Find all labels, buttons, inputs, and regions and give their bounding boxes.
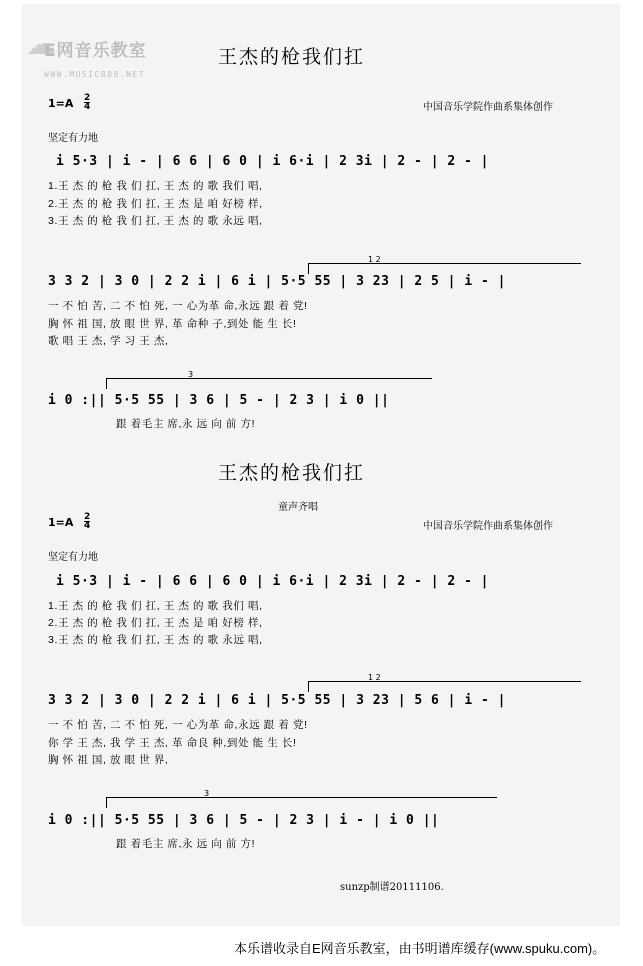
score1-row2-lyric1: 一 不 怕 苦, 二 不 怕 死, 一 心为革 命,永远 跟 着 党! [48, 300, 308, 312]
score1-volta-1-2 [308, 263, 581, 274]
score2-row3-lyric1: 跟 着毛主 席,永 远 向 前 方! [116, 838, 256, 850]
score2-row2-lyric3: 胸 怀 祖 国, 放 眼 世 界, [48, 754, 169, 766]
score1-title: 王杰的枪我们扛 [218, 46, 366, 68]
score2-tempo: 坚定有力地 [48, 552, 98, 563]
logo-swirl-icon: ☁ [26, 27, 56, 62]
score2-row2-notes: 3 3 2 | 3 0 | 2 2 i | 6 i | 5·5 55 | 3 23 | 5 6 | i - | [48, 693, 506, 708]
watermark-url: WWW.MUSIC888.NET [44, 70, 146, 79]
score2-row1-lyric1: 1.王 杰 的 枪 我 们 扛, 王 杰 的 歌 我们 唱, [48, 600, 263, 612]
score2-volta-1-2 [308, 681, 581, 692]
score2-volta-1-2-label: 1 2 [368, 673, 381, 682]
score1-row2-lyric2: 胸 怀 祖 国, 放 眼 世 界, 革 命种 子,到处 能 生 长! [48, 318, 297, 330]
score1-volta-1-2-label: 1 2 [368, 255, 381, 264]
score1-row1-lyric2: 2.王 杰 的 枪 我 们 扛, 王 杰 是 咱 好榜 样, [48, 198, 263, 210]
score1-row1-notes: i 5·3 | i - | 6 6 | 6 0 | i 6·i | 2 3i | 2 - | 2 - | [56, 154, 489, 169]
score1-volta-3 [106, 378, 432, 389]
score1-row3-notes: i 0 :|| 5·5 55 | 3 6 | 5 - | 2 3 | i 0 || [48, 393, 390, 408]
score1-row2-lyric3: 歌 唱 王 杰, 学 习 王 杰, [48, 335, 169, 347]
score2-row1-notes: i 5·3 | i - | 6 6 | 6 0 | i 6·i | 2 3i | 2 - | 2 - | [56, 574, 489, 589]
score2-volta-3-label: 3 [204, 789, 210, 798]
score2-subtitle: 童声齐唱 [278, 502, 318, 513]
score2-row2-lyric1: 一 不 怕 苦, 二 不 怕 死, 一 心为革 命,永远 跟 着 党! [48, 719, 308, 731]
score2-row3-notes: i 0 :|| 5·5 55 | 3 6 | 5 - | 2 3 | i - | i 0 || [48, 813, 440, 828]
score1-tempo: 坚定有力地 [48, 133, 98, 144]
score1-row3-lyric1: 跟 着毛主 席,永 远 向 前 方! [116, 418, 256, 430]
transcriber-signature: sunzp制谱20111106. [340, 882, 444, 893]
score1-key: 1=A [48, 97, 74, 110]
score1-time-signature: $\frac{2}{4}$ [84, 93, 91, 112]
score2-title: 王杰的枪我们扛 [218, 462, 366, 484]
score2-composer: 中国音乐学院作曲系集体创作 [423, 521, 553, 532]
score1-volta-3-label: 3 [188, 370, 194, 379]
score2-time-signature: $\frac{2}{4}$ [84, 512, 91, 531]
score2-volta-3 [106, 797, 497, 808]
score1-row1-lyric3: 3.王 杰 的 枪 我 们 扛, 王 杰 的 歌 永远 唱, [48, 215, 263, 227]
footer-credit: 本乐谱收录自E网音乐教室，由书明谱库缓存(www.spuku.com)。 [234, 941, 606, 956]
score1-composer: 中国音乐学院作曲系集体创作 [423, 102, 553, 113]
score2-key: 1=A [48, 516, 74, 529]
watermark-logo: E网音乐教室 [44, 41, 147, 61]
score2-row2-lyric2: 你 学 王 杰, 我 学 王 杰, 革 命良 种,到处 能 生 长! [48, 737, 297, 749]
score2-row1-lyric3: 3.王 杰 的 枪 我 们 扛, 王 杰 的 歌 永远 唱, [48, 634, 263, 646]
score1-row1-lyric1: 1.王 杰 的 枪 我 们 扛, 王 杰 的 歌 我们 唱, [48, 180, 263, 192]
score1-row2-notes: 3 3 2 | 3 0 | 2 2 i | 6 i | 5·5 55 | 3 23 | 2 5 | i - | [48, 274, 506, 289]
score2-row1-lyric2: 2.王 杰 的 枪 我 们 扛, 王 杰 是 咱 好榜 样, [48, 617, 263, 629]
